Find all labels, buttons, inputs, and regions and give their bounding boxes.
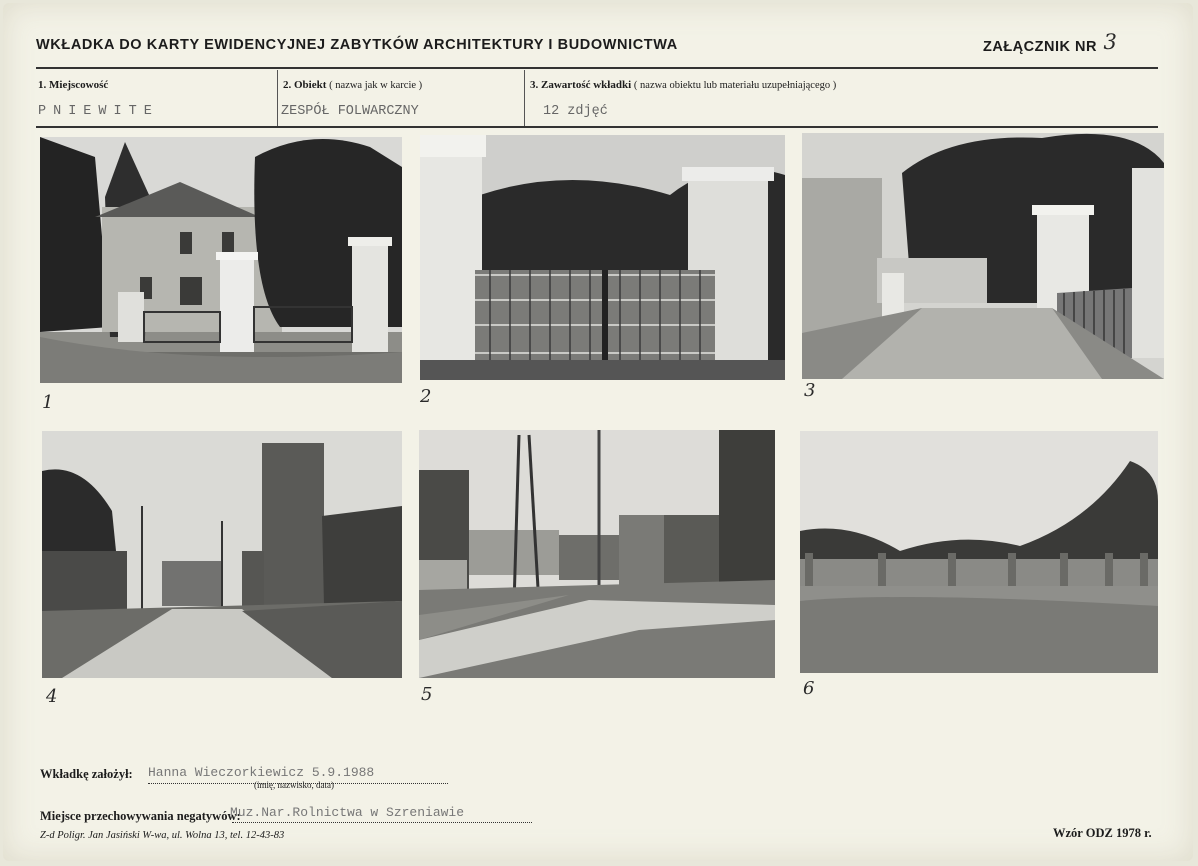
contents-label xyxy=(530,79,836,91)
photo-1-image xyxy=(40,137,402,383)
photo-4-image xyxy=(42,431,402,678)
founder-label: Wkładkę założył: xyxy=(40,767,133,781)
photo-1-number: 1 xyxy=(42,392,54,413)
photo-5-image xyxy=(419,430,775,678)
photo-3-image xyxy=(802,133,1164,379)
attachment-label: ZAŁĄCZNIK NR xyxy=(983,39,1097,55)
photo-5 xyxy=(419,430,775,678)
object-label-hint: ( nazwa jak w karcie ) xyxy=(329,80,423,91)
photo-5-number: 5 xyxy=(421,684,433,705)
object-value: ZESPÓŁ FOLWARCZNY xyxy=(281,104,419,119)
attachment-number-value: 3 xyxy=(1103,30,1118,54)
photo-4 xyxy=(42,431,402,678)
locality-label: 1. Miejscowość xyxy=(38,79,109,91)
photo-2-image xyxy=(420,135,785,380)
photo-6-image xyxy=(800,431,1158,673)
attachment-number xyxy=(983,32,1117,56)
contents-label-text: 3. Zawartość wkładki xyxy=(530,79,632,91)
header-rule-top xyxy=(36,67,1158,69)
storage-line xyxy=(232,822,532,823)
card-title: WKŁADKA DO KARTY EWIDENCYJNEJ ZABYTKÓW ARCHITEKTURY I BUDOWNICTWA xyxy=(36,37,678,53)
photo-3-number: 3 xyxy=(804,380,816,401)
field-divider-2 xyxy=(524,70,525,126)
photo-6 xyxy=(800,431,1158,673)
photo-6-number: 6 xyxy=(803,678,815,699)
photo-1 xyxy=(40,137,402,383)
locality-value: PNIEWITE xyxy=(38,104,159,119)
storage-label: Miejsce przechowywania negatywów: xyxy=(40,809,241,823)
photo-3 xyxy=(802,133,1164,379)
header-rule-bottom xyxy=(36,126,1158,128)
object-label xyxy=(283,79,422,91)
form-id: Wzór ODZ 1978 r. xyxy=(1053,826,1152,840)
photo-4-number: 4 xyxy=(46,686,58,707)
contents-label-hint: ( nazwa obiektu lub materiału uzupełniającego ) xyxy=(633,80,837,91)
founder-value: Hanna Wieczorkiewicz 5.9.1988 xyxy=(148,765,375,780)
object-label-text: 2. Obiekt xyxy=(283,79,327,91)
founder-hint: (imię, nazwisko, data) xyxy=(254,780,334,790)
field-divider-1 xyxy=(277,70,278,126)
contents-value: 12 zdjęć xyxy=(543,104,608,119)
photo-2-number: 2 xyxy=(420,386,432,407)
photo-2 xyxy=(420,135,785,380)
storage-value: Muz.Nar.Rolnictwa w Szreniawie xyxy=(230,805,465,820)
printer-info: Z-d Poligr. Jan Jasiński W-wa, ul. Wolna 13, tel. 12-43-83 xyxy=(40,830,285,841)
